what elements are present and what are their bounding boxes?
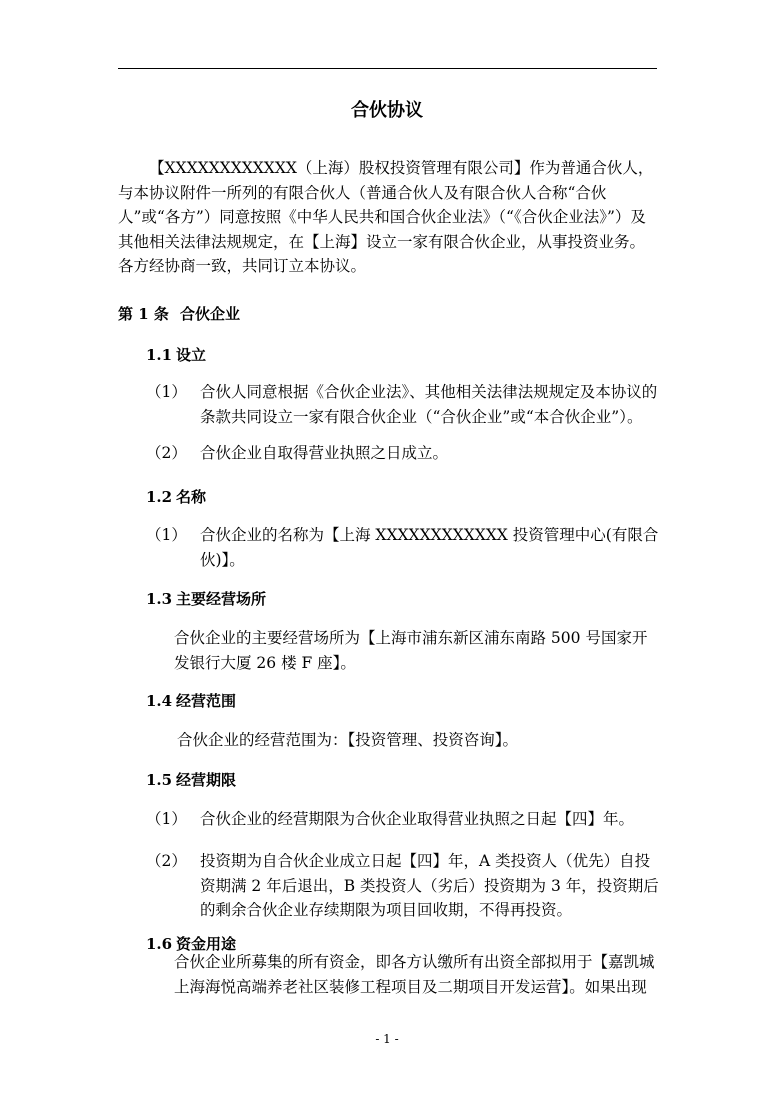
section-1-2-item-1	[146, 523, 662, 572]
item-marker: （2）	[146, 444, 187, 462]
section-1-6-title: 资金用途	[176, 935, 237, 953]
header-rule	[118, 68, 657, 69]
section-1-6-text: 合伙企业所募集的所有资金，即各方认缴所有出资全部拟用于【嘉凯城上海海悦高端养老社区装修工程项目及二期项目开发运营】。如果出现	[174, 953, 655, 996]
item-marker: （2）	[146, 852, 187, 870]
section-1-6-number: 1.6	[146, 935, 173, 953]
page-number: - 1 -	[375, 1032, 399, 1046]
section-1-4-title: 经营范围	[176, 692, 237, 710]
section-1-3-heading	[146, 588, 266, 609]
section-1-5-item-1	[146, 807, 662, 832]
section-1-5-heading	[146, 769, 236, 790]
item-marker: （1）	[146, 526, 187, 544]
section-1-3-title: 主要经营场所	[176, 590, 267, 608]
intro-paragraph: 【XXXXXXXXXXXX（上海）股权投资管理有限公司】作为普通合伙人，与本协议附件一所列的有限合伙人（普通合伙人及有限合伙人合称“合伙人”或“各方”）同意按照《中华人民共和国合伙企业法》（“《合伙企业法》”）及其他相关法律法规规定，在【上海】设立一家有限合伙企业，从事投资业务。各方经协商一致，共同订立本协议。	[118, 159, 654, 275]
section-1-3-number: 1.3	[146, 590, 173, 608]
section-1-2-heading	[146, 486, 206, 507]
article-1-heading	[118, 303, 240, 324]
section-1-4-text: 合伙企业的经营范围为：【投资管理、投资咨询】。	[177, 731, 519, 749]
article-1-number: 第 1 条	[118, 305, 169, 323]
item-text: 合伙企业的名称为【上海 XXXXXXXXXXXX 投资管理中心(有限合伙)】。	[200, 526, 659, 569]
section-1-5-item-2	[146, 849, 662, 923]
item-text: 投资期为自合伙企业成立日起【四】年，A 类投资人（优先）自投资期满 2 年后退出，B 类投资人（劣后）投资期为 3 年，投资期后的剩余合伙企业存续期限为项目回收期，不得再投资。	[200, 852, 659, 919]
section-1-1-heading	[146, 344, 206, 365]
section-1-1-item-1	[146, 380, 662, 429]
item-marker: （1）	[146, 810, 187, 828]
section-1-5-title: 经营期限	[176, 771, 237, 789]
item-marker: （1）	[146, 383, 187, 401]
section-1-2-number: 1.2	[146, 488, 173, 506]
section-1-4-number: 1.4	[146, 692, 173, 710]
document-title: 合伙协议	[351, 100, 423, 121]
section-1-1-item-2	[146, 441, 662, 466]
item-text: 合伙企业的经营期限为合伙企业取得营业执照之日起【四】年。	[200, 810, 635, 828]
article-1-title: 合伙企业	[180, 305, 241, 323]
section-1-4-heading	[146, 690, 236, 711]
section-1-1-title: 设立	[176, 346, 207, 364]
section-1-3-text: 合伙企业的主要经营场所为【上海市浦东新区浦东南路 500 号国家开发银行大厦 26 楼 F 座】。	[174, 629, 648, 672]
section-1-1-number: 1.1	[146, 346, 173, 364]
item-text: 合伙企业自取得营业执照之日成立。	[200, 444, 449, 462]
section-1-5-number: 1.5	[146, 771, 173, 789]
item-text: 合伙人同意根据《合伙企业法》、其他相关法律法规规定及本协议的条款共同设立一家有限合伙企业（“合伙企业”或“本合伙企业”）。	[200, 383, 658, 426]
section-1-2-title: 名称	[176, 488, 207, 506]
